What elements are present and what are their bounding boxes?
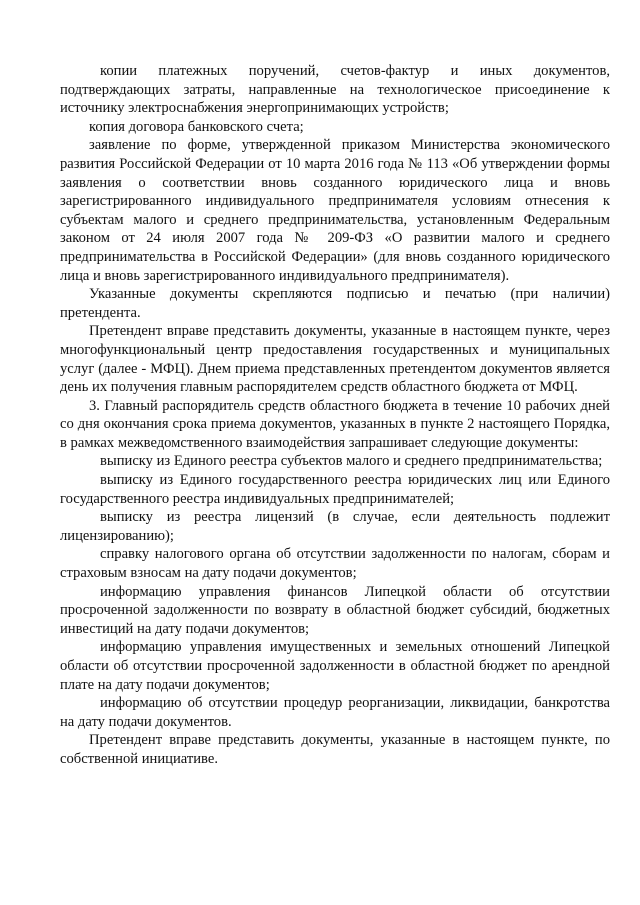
paragraph-sme-registry: выписку из Единого реестра субъектов малого и среднего предпринимательства; — [100, 453, 603, 470]
paragraph-bankruptcy-info: информацию об отсутствии процедур реорганизации, ликвидации, банкротства на дату подачи документов. — [60, 695, 610, 730]
paragraph-state-registry: выписку из Единого государственного реестра юридических лиц или Единого государственного реестра индивидуальных предпринимателей; — [60, 472, 610, 507]
paragraph-property-info: информацию управления имущественных и земельных отношений Липецкой области об отсутствии просроченной задолженности в областной бюджет по арендной плате на дату подачи документов; — [60, 639, 610, 693]
paragraph-own-initiative: Претендент вправе представить документы, указанные в настоящем пункте, по собственной инициативе. — [60, 732, 610, 767]
paragraph-bank-account: копия договора банковского счета; — [89, 118, 304, 135]
paragraph-mfc: Претендент вправе представить документы, указанные в настоящем пункте, через многофункциональный центр предоставления государственных и муниципальных услуг (далее - МФЦ). Днем приема представленных претендентом документов является день их получения главным распорядителем средств областного бюджета от МФЦ. — [60, 323, 610, 396]
paragraph-payment-copies: копии платежных поручений, счетов-фактур и иных документов, подтверждающих затраты, направленные на технологическое присоединение к источнику электроснабжения энергопринимающих устройств; — [60, 63, 610, 117]
paragraph-finance-info: информацию управления финансов Липецкой области об отсутствии просроченной задолженности по возврату в областной бюджет субсидий, бюджетных инвестиций на дату подачи документов; — [60, 583, 610, 637]
paragraph-signature: Указанные документы скрепляются подписью и печатью (при наличии) претендента. — [60, 286, 610, 321]
document-page — [60, 62, 610, 769]
paragraph-item-3: 3. Главный распорядитель средств областного бюджета в течение 10 рабочих дней со дня окончания срока приема документов, указанных в пункте 2 настоящего Порядка, в рамках межведомственного взаимодействия запрашивает следующие документы: — [60, 397, 610, 451]
paragraph-license-registry: выписку из реестра лицензий (в случае, если деятельность подлежит лицензированию); — [60, 509, 610, 544]
paragraph-tax-certificate: справку налогового органа об отсутствии задолженности по налогам, сборам и страховым взносам на дату подачи документов; — [60, 546, 610, 582]
paragraph-application-form: заявление по форме, утвержденной приказом Министерства экономического развития Российской Федерации от 10 марта 2016 года № 113 «Об утверждении формы заявления о соответствии вновь созданного юридического лица и вновь зарегистрированного индивидуального предпринимателя условиям отнесения к субъектам малого и среднего предпринимательства, установленным Федеральным законом от 24 июля 2007 года № 209-ФЗ «О развитии малого и среднего предпринимательства в Российской Федерации» (для вновь созданного юридического лица и вновь зарегистрированного индивидуального предпринимателя). — [60, 137, 610, 284]
